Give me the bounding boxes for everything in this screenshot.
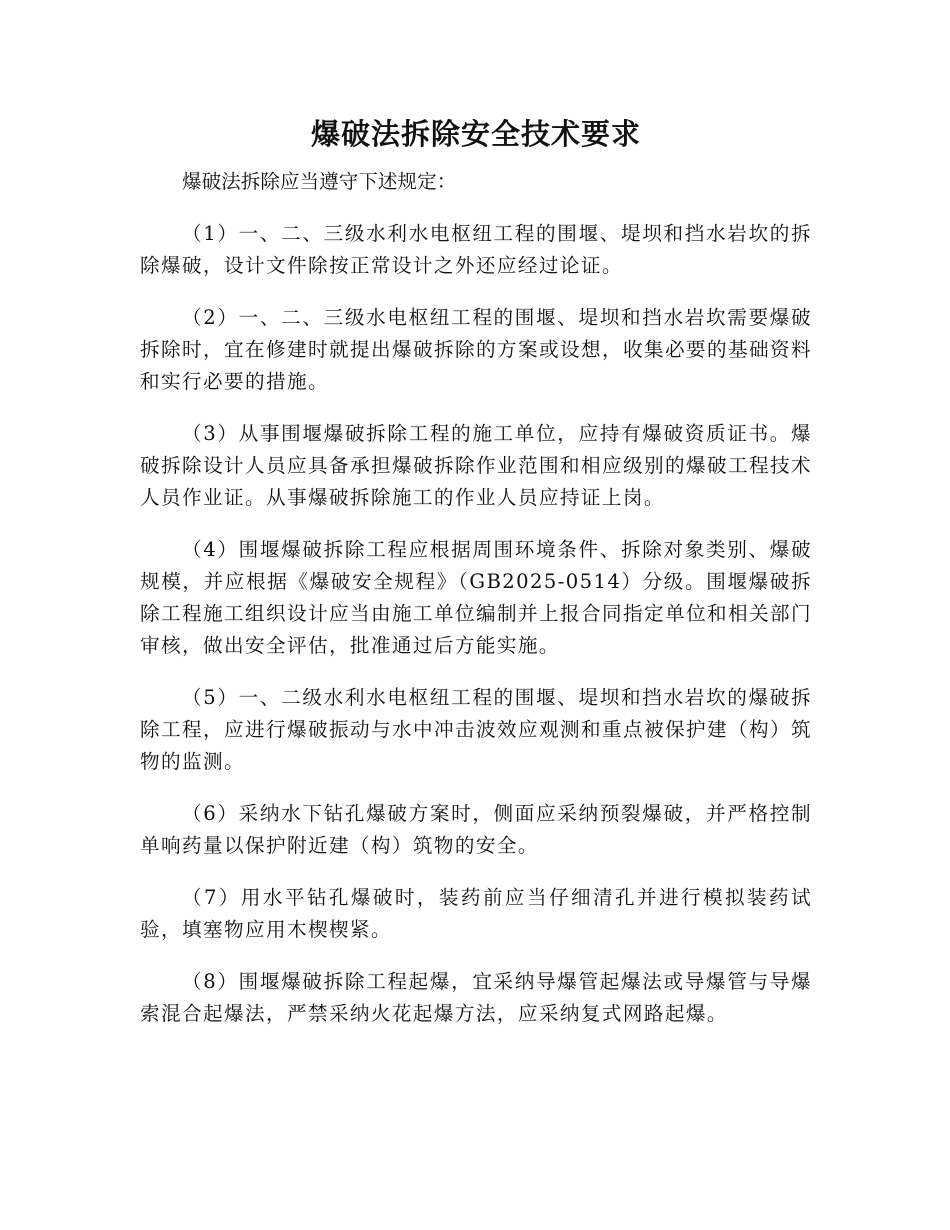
document-page [140, 112, 812, 1030]
clause-8: （8）围堰爆破拆除工程起爆，宜采纳导爆管起爆法或导爆管与导爆索混合起爆法，严禁采纳火花起爆方法，应采纳复式网路起爆。 [140, 970, 812, 1025]
document-title: 爆破法拆除安全技术要求 [310, 117, 641, 151]
clause-2: （2）一、二、三级水电枢纽工程的围堰、堤坝和挡水岩坎需要爆破拆除时，宜在修建时就提出爆破拆除的方案或设想，收集必要的基础资料和实行必要的措施。 [140, 306, 812, 393]
intro-paragraph: 爆破法拆除应当遵守下述规定： [182, 170, 457, 193]
clause-3: （3）从事围堰爆破拆除工程的施工单位，应持有爆破资质证书。爆破拆除设计人员应具备承担爆破拆除作业范围和相应级别的爆破工程技术人员作业证。从事爆破拆除施工的作业人员应持证上岗。 [140, 422, 812, 509]
clause-4: （4）围堰爆破拆除工程应根据周围环境条件、拆除对象类别、爆破规模，并应根据《爆破安全规程》（GB2025-0514）分级。围堰爆破拆除工程施工组织设计应当由施工单位编制并上报合同指定单位和相关部门审核，做出安全评估，批准通过后方能实施。 [140, 538, 812, 657]
clause-6: （6）采纳水下钻孔爆破方案时，侧面应采纳预裂爆破，并严格控制单响药量以保护附近建（构）筑物的安全。 [140, 802, 812, 857]
clause-5: （5）一、二级水利水电枢纽工程的围堰、堤坝和挡水岩坎的爆破拆除工程，应进行爆破振动与水中冲击波效应观测和重点被保护建（构）筑物的监测。 [140, 686, 812, 773]
clause-1: （1）一、二、三级水利水电枢纽工程的围堰、堤坝和挡水岩坎的拆除爆破，设计文件除按正常设计之外还应经过论证。 [140, 222, 812, 277]
clause-7: （7）用水平钻孔爆破时，装药前应当仔细清孔并进行模拟装药试验，填塞物应用木楔楔紧。 [140, 886, 812, 941]
